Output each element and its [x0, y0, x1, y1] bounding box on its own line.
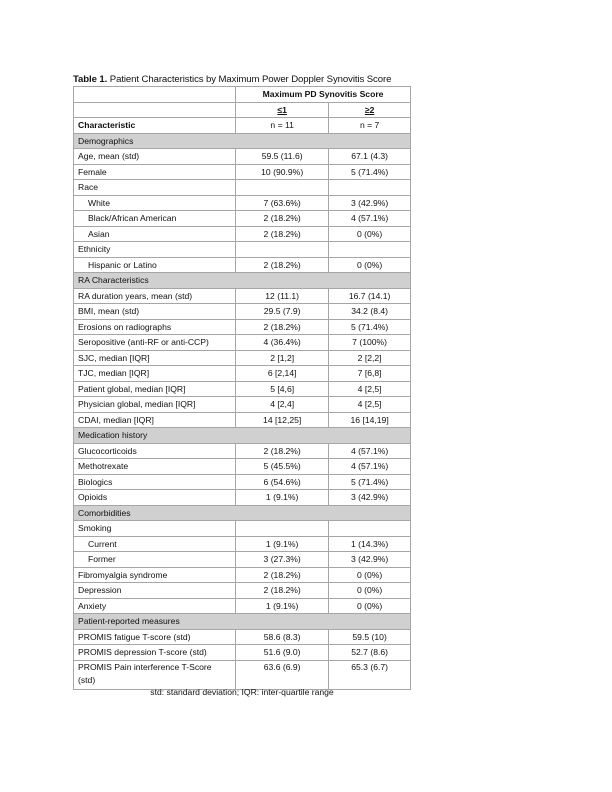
table-subrow: [74, 257, 411, 273]
row-value-le1: [236, 242, 329, 258]
row-label: Fibromyalgia syndrome: [74, 567, 236, 583]
header-group-label: Maximum PD Synovitis Score: [236, 87, 411, 103]
header-row-group: [74, 87, 411, 103]
header-col2-symbol: [329, 102, 411, 118]
header-row-symbols: [74, 102, 411, 118]
row-value-ge2: 0 (0%): [329, 598, 411, 614]
row-label: SJC, median [IQR]: [74, 350, 236, 366]
table-subrow: [74, 211, 411, 227]
row-label: Age, mean (std): [74, 149, 236, 165]
row-label: BMI, mean (std): [74, 304, 236, 320]
row-value-ge2: 0 (0%): [329, 583, 411, 599]
row-label: Depression: [74, 583, 236, 599]
row-value-le1: 6 (54.6%): [236, 474, 329, 490]
table-row: [74, 242, 411, 258]
row-label: Glucocorticoids: [74, 443, 236, 459]
section-label: Medication history: [74, 428, 411, 444]
row-label: Current: [74, 536, 236, 552]
row-label: Hispanic or Latino: [74, 257, 236, 273]
row-value-ge2: 0 (0%): [329, 226, 411, 242]
row-value-ge2: [329, 521, 411, 537]
row-value-le1: 10 (90.9%): [236, 164, 329, 180]
header-characteristic: Characteristic: [74, 118, 236, 134]
row-value-ge2: 65.3 (6.7): [329, 660, 411, 689]
row-value-le1: [236, 521, 329, 537]
row-value-le1: 2 (18.2%): [236, 257, 329, 273]
row-value-ge2: 3 (42.9%): [329, 490, 411, 506]
row-value-le1: 1 (9.1%): [236, 536, 329, 552]
row-value-le1: 14 [12,25]: [236, 412, 329, 428]
table-row: [74, 350, 411, 366]
row-value-ge2: 0 (0%): [329, 567, 411, 583]
section-label: RA Characteristics: [74, 273, 411, 289]
row-label: Erosions on radiographs: [74, 319, 236, 335]
table-row: [74, 490, 411, 506]
row-value-le1: 2 (18.2%): [236, 443, 329, 459]
header-empty-cell: [74, 102, 236, 118]
row-value-ge2: 4 (57.1%): [329, 459, 411, 475]
row-value-le1: 58.6 (8.3): [236, 629, 329, 645]
table-row: [74, 319, 411, 335]
row-label: Female: [74, 164, 236, 180]
row-value-ge2: 4 (57.1%): [329, 443, 411, 459]
row-value-le1: 5 (45.5%): [236, 459, 329, 475]
patient-characteristics-table: [73, 86, 411, 690]
header-row-n: [74, 118, 411, 134]
row-value-ge2: 2 [2,2]: [329, 350, 411, 366]
row-label: Opioids: [74, 490, 236, 506]
row-value-le1: 63.6 (6.9): [236, 660, 329, 689]
row-label: Former: [74, 552, 236, 568]
table-row: [74, 381, 411, 397]
table-caption: [73, 74, 391, 85]
row-label: TJC, median [IQR]: [74, 366, 236, 382]
row-value-le1: 59.5 (11.6): [236, 149, 329, 165]
row-value-ge2: 0 (0%): [329, 257, 411, 273]
row-value-ge2: 67.1 (4.3): [329, 149, 411, 165]
row-value-le1: 2 (18.2%): [236, 567, 329, 583]
table-row: [74, 474, 411, 490]
row-label: Black/African American: [74, 211, 236, 227]
table-row: [74, 629, 411, 645]
row-value-ge2: 4 [2,5]: [329, 381, 411, 397]
table-row: [74, 521, 411, 537]
table-subrow: [74, 552, 411, 568]
row-label: Methotrexate: [74, 459, 236, 475]
row-value-ge2: 1 (14.3%): [329, 536, 411, 552]
table-subrow: [74, 226, 411, 242]
row-value-le1: 2 (18.2%): [236, 211, 329, 227]
header-col2-n: n = 7: [329, 118, 411, 134]
row-value-ge2: 7 (100%): [329, 335, 411, 351]
row-label: Anxiety: [74, 598, 236, 614]
row-value-le1: 2 [1,2]: [236, 350, 329, 366]
section-row: [74, 428, 411, 444]
table-row: [74, 335, 411, 351]
row-value-le1: 2 (18.2%): [236, 583, 329, 599]
section-label: Demographics: [74, 133, 411, 149]
row-value-le1: 51.6 (9.0): [236, 645, 329, 661]
section-row: [74, 505, 411, 521]
row-value-ge2: 52.7 (8.6): [329, 645, 411, 661]
table-row: [74, 567, 411, 583]
row-value-ge2: 5 (71.4%): [329, 164, 411, 180]
row-label: Asian: [74, 226, 236, 242]
row-value-ge2: 7 [6,8]: [329, 366, 411, 382]
table-caption-label: Table 1.: [73, 74, 108, 85]
row-value-ge2: 4 [2,5]: [329, 397, 411, 413]
row-label: PROMIS fatigue T-score (std): [74, 629, 236, 645]
row-value-le1: 12 (11.1): [236, 288, 329, 304]
table-row: [74, 598, 411, 614]
row-label: PROMIS Pain interference T-Score (std): [74, 660, 236, 689]
row-label: PROMIS depression T-score (std): [74, 645, 236, 661]
header-col2-symbol-text: ≥2: [364, 104, 375, 115]
row-value-ge2: 59.5 (10): [329, 629, 411, 645]
row-value-ge2: 3 (42.9%): [329, 552, 411, 568]
table-row: [74, 304, 411, 320]
table-row: [74, 397, 411, 413]
row-value-le1: 7 (63.6%): [236, 195, 329, 211]
row-label: Ethnicity: [74, 242, 236, 258]
row-value-le1: 29.5 (7.9): [236, 304, 329, 320]
row-value-le1: 6 [2,14]: [236, 366, 329, 382]
table-subrow: [74, 195, 411, 211]
header-empty-cell: [74, 87, 236, 103]
row-label: CDAI, median [IQR]: [74, 412, 236, 428]
header-col1-n: n = 11: [236, 118, 329, 134]
row-label: Seropositive (anti-RF or anti-CCP): [74, 335, 236, 351]
row-value-ge2: 16.7 (14.1): [329, 288, 411, 304]
row-value-ge2: 3 (42.9%): [329, 195, 411, 211]
row-label: Biologics: [74, 474, 236, 490]
section-row: [74, 614, 411, 630]
table-row: [74, 180, 411, 196]
row-value-ge2: [329, 180, 411, 196]
table-row: [74, 583, 411, 599]
header-col1-symbol-text: ≤1: [277, 104, 287, 115]
table-subrow: [74, 536, 411, 552]
row-label: RA duration years, mean (std): [74, 288, 236, 304]
row-value-ge2: 16 [14,19]: [329, 412, 411, 428]
row-value-le1: 2 (18.2%): [236, 226, 329, 242]
table-row: [74, 459, 411, 475]
table-footnote: std: standard deviation; IQR: inter-quartile range: [150, 687, 334, 697]
row-value-le1: [236, 180, 329, 196]
row-value-le1: 4 (36.4%): [236, 335, 329, 351]
table-row: [74, 412, 411, 428]
row-value-le1: 1 (9.1%): [236, 598, 329, 614]
table-row: [74, 645, 411, 661]
table-row: [74, 443, 411, 459]
row-label: Patient global, median [IQR]: [74, 381, 236, 397]
row-label: White: [74, 195, 236, 211]
row-value-ge2: 4 (57.1%): [329, 211, 411, 227]
section-row: [74, 273, 411, 289]
header-col1-symbol: [236, 102, 329, 118]
table-row: [74, 164, 411, 180]
row-label: Physician global, median [IQR]: [74, 397, 236, 413]
row-label: Race: [74, 180, 236, 196]
table-row: [74, 149, 411, 165]
table-row: [74, 660, 411, 689]
row-value-ge2: [329, 242, 411, 258]
table-row: [74, 366, 411, 382]
row-value-le1: 1 (9.1%): [236, 490, 329, 506]
table-row: [74, 288, 411, 304]
section-label: Patient-reported measures: [74, 614, 411, 630]
row-label: Smoking: [74, 521, 236, 537]
section-label: Comorbidities: [74, 505, 411, 521]
section-row: [74, 133, 411, 149]
row-value-le1: 4 [2,4]: [236, 397, 329, 413]
row-value-ge2: 5 (71.4%): [329, 474, 411, 490]
row-value-le1: 2 (18.2%): [236, 319, 329, 335]
row-value-le1: 3 (27.3%): [236, 552, 329, 568]
row-value-ge2: 34.2 (8.4): [329, 304, 411, 320]
row-value-ge2: 5 (71.4%): [329, 319, 411, 335]
row-value-le1: 5 [4,6]: [236, 381, 329, 397]
table-caption-text: Patient Characteristics by Maximum Power Doppler Synovitis Score: [107, 74, 392, 85]
